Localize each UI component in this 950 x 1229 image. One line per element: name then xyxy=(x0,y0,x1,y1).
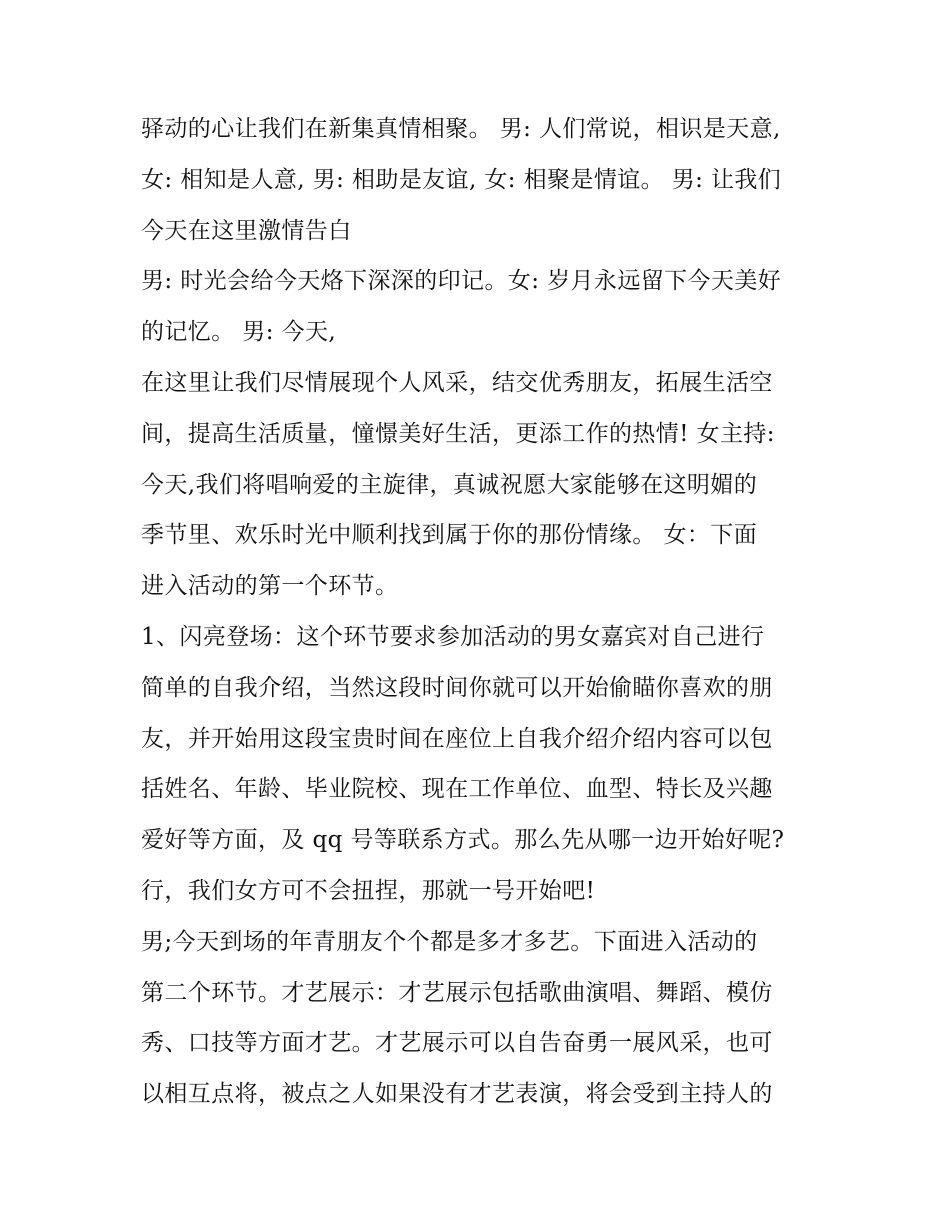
text-line: 男;今天到场的年青朋友个个都是多才多艺。下面进入活动的 xyxy=(141,928,758,955)
text-line: 以相互点将，被点之人如果没有才艺表演，将会受到主持人的 xyxy=(141,1081,773,1108)
document-body xyxy=(141,104,813,1120)
text-line: 爱好等方面，及 qq 号等联系方式。那么先从哪一边开始好呢? xyxy=(141,827,785,854)
text-line: 间，提高生活质量，憧憬美好生活，更添工作的热情! 女主持: xyxy=(141,420,775,447)
text-line: 今天在这里激情告白 xyxy=(141,217,352,244)
text-line: 行，我们女方可不会扭捏，那就一号开始吧! xyxy=(141,877,596,904)
text-line: 括姓名、年龄、毕业院校、现在工作单位、血型、特长及兴趣 xyxy=(141,776,773,803)
text-line: 简单的自我介绍，当然这段时间你就可以开始偷瞄你喜欢的朋 xyxy=(141,674,773,701)
text-line: 第二个环节。才艺展示：才艺展示包括歌曲演唱、舞蹈、模仿 xyxy=(141,979,773,1006)
text-line: 的记忆。 男: 今天, xyxy=(141,319,337,346)
text-line: 男: 时光会给今天烙下深深的印记。女: 岁月永远留下今天美好 xyxy=(141,268,782,295)
text-line: 季节里、欢乐时光中顺利找到属于你的那份情缘。 女：下面 xyxy=(141,522,758,549)
text-line: 友，并开始用这段宝贵时间在座位上自我介绍介绍内容可以包 xyxy=(141,725,773,752)
text-line: 驿动的心让我们在新集真情相聚。 男: 人们常说，相识是天意, xyxy=(141,116,781,142)
text-line: 今天,我们将唱响爱的主旋律，真诚祝愿大家能够在这明媚的 xyxy=(141,471,758,498)
text-line: 女: 相知是人意, 男: 相助是友谊, 女: 相聚是情谊。 男: 让我们 xyxy=(141,166,782,193)
text-line: 进入活动的第一个环节。 xyxy=(141,573,399,600)
text-line: 秀、口技等方面才艺。才艺展示可以自告奋勇一展风采，也可 xyxy=(141,1030,773,1057)
text-line: 1、闪亮登场：这个环节要求参加活动的男女嘉宾对自己进行 xyxy=(141,623,765,650)
text-line: 在这里让我们尽情展现个人风采，结交优秀朋友，拓展生活空 xyxy=(141,369,773,396)
